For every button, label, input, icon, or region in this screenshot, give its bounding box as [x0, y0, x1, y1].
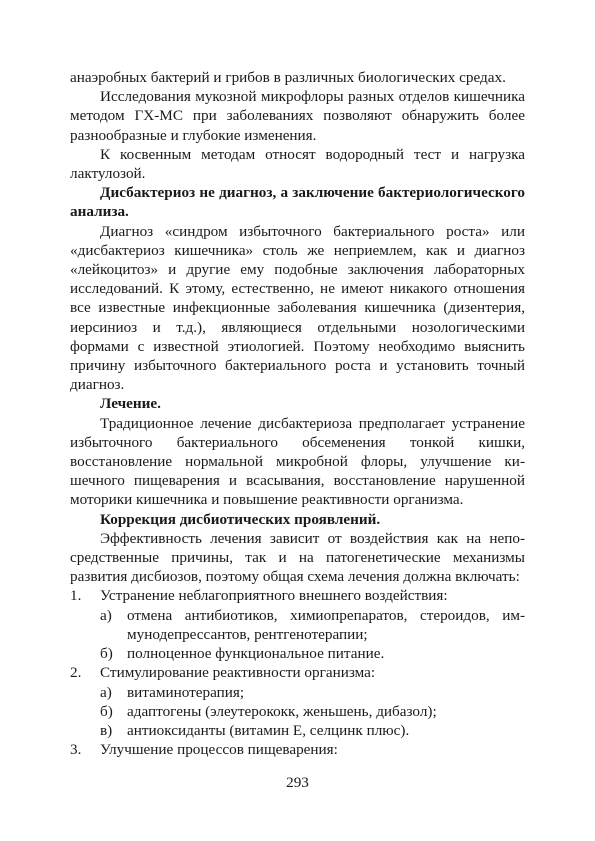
heading-treatment: Лечение. [100, 395, 161, 413]
list-item-text: Улучшение процессов пищеварения: [100, 741, 338, 759]
list-item-number: 1. [70, 587, 82, 605]
sub-list-item-text: витаминотерапия; [127, 683, 245, 701]
sub-list-item [70, 606, 525, 644]
paragraph-indirect-methods: К косвенным методам относят водородный тест и нагрузка лактулозой. [70, 145, 525, 183]
list-item [70, 663, 525, 682]
sub-list-item-text: антиоксиданты (витамин Е, селцинк плюс). [127, 721, 410, 739]
sub-list-item [70, 644, 525, 663]
sub-list-item [70, 702, 525, 721]
paragraph-continuation: анаэробных бактерий и грибов в различных биологических средах. [70, 69, 506, 86]
list-item-text: Устранение неблагоприятного внешнего воздействия: [100, 587, 448, 605]
sub-list-item-letter: б) [100, 645, 113, 663]
sub-list-item-letter: б) [100, 702, 113, 720]
sub-list-item-text: полноценное функциональное питание. [127, 645, 385, 663]
treatment-list [70, 586, 525, 759]
list-item-number: 3. [70, 741, 82, 759]
sub-list-item-text: отмена антибиотиков, химиопрепаратов, стероидов, иммунодепрессантов, рентгенотерапии; [127, 606, 525, 643]
list-item-text: Стимулирование реактивности организма: [100, 664, 376, 682]
sub-list-item-text: адаптогены (элеутерококк, женьшень, дибазол); [127, 702, 437, 720]
paragraph-diagnosis: Диагноз «синдром избыточного бактериального роста» или «дисбактериоз кишечника» столь же неприемлем, как и диагноз «лейкоцитоз» и другие ему подобные заключения лабораторных исследований. К этому, естественно, не имеют никакого отношения все известные инфекционные заболевания кишечника (дизентерия, иерсиниоз и т.д.), являющиеся отдельными нозологическими формами с известной этиологией. Поэтому необходимо выяснить причину избыточного бактериального роста и установить точный диагноз. [70, 222, 525, 394]
paragraph-treatment: Традиционное лечение дисбактериоза предполагает устранение избыточного бактериального обсеменения тонкой кишки, восстановление нормальной микробной флоры, улучшение кишечного пищеварения и всасывания, восстановление нарушенной моторики кишечника и повышение реактивности организма. [70, 414, 525, 509]
list-item [70, 740, 525, 759]
sub-list-item [70, 683, 525, 702]
list-item-number: 2. [70, 664, 82, 682]
list-item [70, 586, 525, 605]
sub-list-item-letter: а) [100, 606, 112, 624]
sub-list-item [70, 721, 525, 740]
paragraph-mucosal-research: Исследования мукозной микрофлоры разных отделов кишечника методом ГХ-МС при заболеваниях позволяют обнаружить более разнообразные и глубокие изменения. [70, 88, 525, 144]
heading-diagnosis: Дисбактериоз не диагноз, а заключение бактериологического анализа. [70, 184, 525, 221]
paragraph-correction: Эффективность лечения зависит от воздействия как на непосредственные причины, так и на патогенетические механизмы развития дисбиозов, поэтому общая схема лечения должна включать: [70, 529, 525, 586]
heading-correction: Коррекция дисбиотических проявлений. [100, 510, 381, 528]
page-content [70, 68, 525, 759]
sub-list-item-letter: в) [100, 721, 113, 739]
sub-list-item-letter: а) [100, 683, 112, 701]
page-number: 293 [286, 774, 309, 791]
